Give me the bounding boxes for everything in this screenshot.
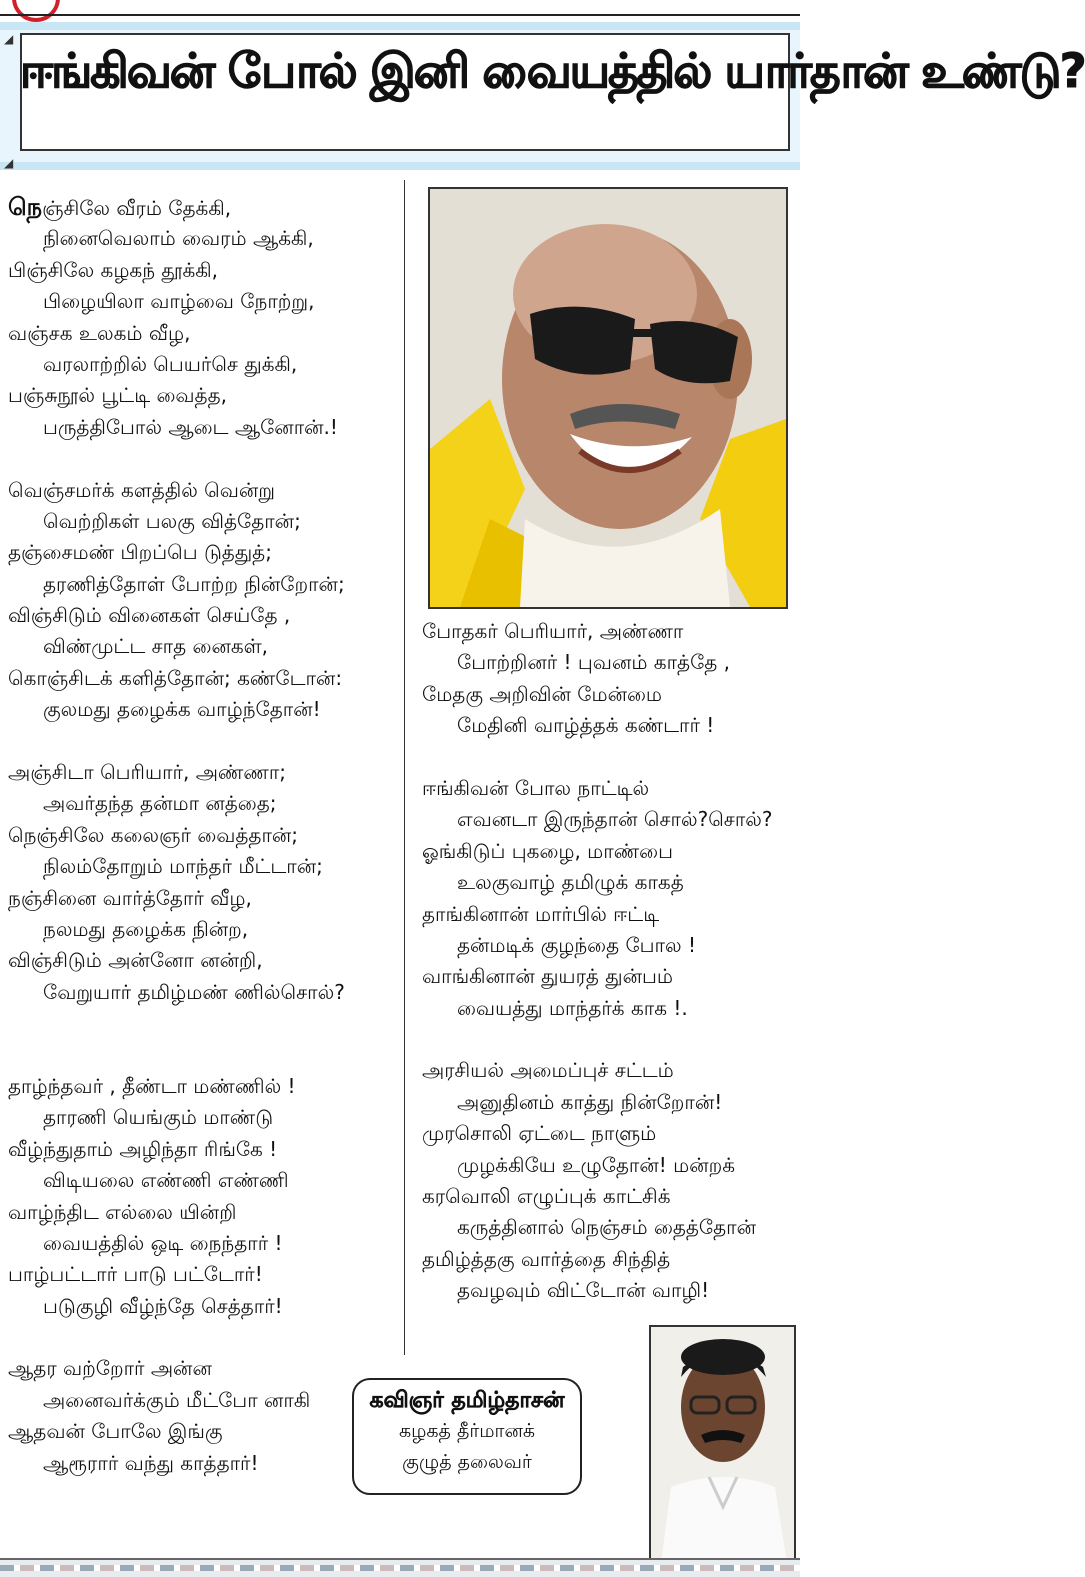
poem-line [8,255,345,286]
poem-line [8,349,345,380]
poem-line [422,647,773,678]
poem-line [8,1416,345,1447]
poem-line-text: வையத்து மாந்தர்க் காக !. [457,995,688,1020]
poem-line-text: பிஞ்சிலே கழகந் தூக்கி, [8,257,219,282]
page-title: ஈங்கிவன் போல் இனி வையத்தில் யார்தான் உண்டு? [20,44,1085,99]
poem-line [422,961,773,992]
poem-line [8,569,345,600]
poem-line [8,286,345,317]
poem-line-text: ஓங்கிடுப் புகழை, மாண்பை [422,838,673,863]
poem-line [8,977,345,1008]
poem-line [8,475,345,506]
poem-line-text: அஞ்சிடா பெரியார், அண்ணா; [8,760,287,785]
poem-line [422,679,773,710]
poem-line [422,993,773,1024]
poem-line [8,223,345,254]
poem-line-text: வையத்தில் ஒடி நைந்தார் ! [43,1230,283,1255]
poem-line-text: தவழவும் விட்டோன் வாழி! [457,1278,710,1303]
poem-line [8,851,345,882]
poem-line-text: வாங்கினான் துயரத் துன்பம் [422,964,674,989]
logo-icon [12,0,60,22]
column-divider [404,180,405,1355]
poem-line [8,318,345,349]
poem-line [8,914,345,945]
poem-line-text: கருத்தினால் நெஞ்சம் தைத்தோன் [457,1215,757,1240]
author-name: கவிஞர் தமிழ்தாசன் [369,1388,565,1413]
poem-line-text: தாங்கினான் மார்பில் ஈட்டி [422,901,660,926]
poem-line [422,773,773,804]
poem-line [8,600,345,631]
leader-photo [428,187,788,609]
poem-line [422,1181,773,1212]
poem-line-text: தமிழ்த்தகு வார்த்தை சிந்தித் [422,1246,671,1271]
drop-cap: நெ [8,193,43,221]
poem-line [8,1291,345,1322]
poem-line-text: மேதினி வாழ்த்தக் கண்டார் ! [457,713,715,738]
stanza-gap [8,443,345,474]
poem-line-text: தாழ்ந்தவர் , தீண்டா மண்ணில் ! [8,1073,296,1098]
poem-line [8,757,345,788]
author-role-line2: குழுத் தலைவர் [402,1451,532,1473]
poem-line-text: தஞ்சைமண் பிறப்பெ டுத்துத்; [8,540,272,565]
poem-line [8,788,345,819]
poem-line-text: பருத்திபோல் ஆடை ஆனோன்.! [43,414,338,439]
poem-line-text: முழக்கியே உழுதோன்! மன்றக் [457,1152,736,1177]
poem-line-text: பிழையிலா வாழ்வை நோற்று, [43,289,315,314]
author-role-line1: கழகத் தீர்மானக் [398,1420,536,1442]
author-portrait-image [651,1327,794,1563]
top-bar [0,0,800,18]
poem-line [8,380,345,411]
author-photo [649,1325,796,1565]
poem-line-text: ஞ்சிலே வீரம் தேக்கி, [42,196,232,220]
poem-line [8,1448,345,1479]
poem-line-text: நினைவெலாம் வைரம் ஆக்கி, [43,226,314,251]
poem-line [8,631,345,662]
poem-line-text: போதகர் பெரியார், அண்ணா [422,619,684,643]
poem-line-text: தரணித்தோள் போற்ற நின்றோன்; [43,571,345,596]
poem-line [422,867,773,898]
poem-line-text: வஞ்சக உலகம் வீழ, [8,320,191,345]
poem-line [8,537,345,568]
poem-line [422,836,773,867]
poem-line [8,1385,345,1416]
poem-line [8,506,345,537]
poem-line [8,1259,345,1290]
poem-line-text: எவனடா இருந்தான் சொல்?சொல்? [457,807,773,832]
poem-line-text: ஆதவன் போலே இங்கு [8,1419,223,1444]
poem-line-text: கரவொலி எழுப்புக் காட்சிக் [422,1184,671,1209]
poem-line-text: ஆரூரார் வந்து காத்தார்! [43,1450,259,1475]
poem-line [8,1165,345,1196]
poem-line [422,1212,773,1243]
poem-line [8,1353,345,1384]
poem-line-text: கொஞ்சிடக் களித்தோன்; கண்டோன்: [8,665,343,690]
poem-line [8,1228,345,1259]
poem-line [422,930,773,961]
poem-line [422,899,773,930]
poem-line-text: வாழ்ந்திட எல்லை யின்றி [8,1199,237,1224]
poem-line-text: நெஞ்சிலே கலைஞர் வைத்தான்; [8,822,299,847]
poem-line [8,192,345,223]
poem-line-text: வரலாற்றில் பெயர்செ துக்கி, [43,351,298,376]
poem-line-text: படுகுழி வீழ்ந்தே செத்தார்! [43,1293,283,1318]
leader-portrait-image [430,189,786,607]
poem-line [8,1197,345,1228]
poem-line [422,1055,773,1086]
poem-line [8,820,345,851]
poem-line [422,710,773,741]
poem-line-text: குலமது தழைக்க வாழ்ந்தோன்! [43,697,321,722]
stanza-gap [8,1040,345,1071]
poem-line-text: தன்மடிக் குழந்தை போல ! [457,932,696,957]
poem-line-text: நஞ்சினை வார்த்தோர் வீழ, [8,885,252,910]
stanza-gap [8,1322,345,1353]
poem-line-text: உலகுவாழ் தமிழுக் காகத் [457,870,684,895]
poem-line-text: பஞ்சுநூல் பூட்டி வைத்த, [8,383,227,408]
left-poem-column [8,192,345,1479]
poem-line [8,694,345,725]
poem-line-text: ஈங்கிவன் போல நாட்டில் [422,775,650,800]
poem-line-text: அனுதினம் காத்து நின்றோன்! [457,1089,723,1114]
poem-line [422,1244,773,1275]
stanza-gap [422,742,773,773]
poem-line [8,412,345,443]
poem-line-text: விடியலை எண்ணி எண்ணி [43,1168,289,1193]
bottom-strip [0,1558,800,1577]
corner-mark-icon: ◢ [4,156,14,170]
right-poem-column [422,616,773,1307]
poem-line-text: நிலம்தோறும் மாந்தர் மீட்டான்; [43,854,323,879]
poem-line-text: வேறுயார் தமிழ்மண் ணில்சொல்? [43,979,345,1004]
stanza-gap [8,726,345,757]
poem-line-text: தாரணி யெங்கும் மாண்டு [43,1105,274,1130]
poem-line [8,945,345,976]
poem-line-text: போற்றினர் ! புவனம் காத்தே , [457,650,731,675]
poem-line [8,883,345,914]
poem-line [422,804,773,835]
poem-line [8,1071,345,1102]
poem-line-text: அரசியல் அமைப்புச் சட்டம் [422,1058,674,1083]
poem-line [422,1275,773,1306]
poem-line-text: ஆதர வற்றோர் அன்ன [8,1356,212,1381]
stanza-gap [8,1008,345,1039]
poem-line [8,663,345,694]
poem-line [422,1118,773,1149]
poem-line-text: பாழ்பட்டார் பாடு பட்டோர்! [8,1262,263,1287]
poem-line-text: விண்முட்ட சாத னைகள், [43,634,269,659]
corner-mark-icon: ◢ [4,32,14,46]
poem-line [422,616,773,647]
stanza-gap [422,1024,773,1055]
poem-line-text: வெற்றிகள் பலகு வித்தோன்; [43,508,301,533]
poem-line-text: விஞ்சிடும் வினைகள் செய்தே , [8,603,291,628]
poem-line [422,1087,773,1118]
poem-line-text: விஞ்சிடும் அன்னோ னன்றி, [8,948,263,973]
poem-line [422,1150,773,1181]
poem-line-text: மேதகு அறிவின் மேன்மை [422,681,662,706]
author-credit [352,1378,582,1495]
poem-line-text: அனைவர்க்கும் மீட்போ னாகி [43,1387,311,1412]
poem-line-text: வீழ்ந்துதாம் அழிந்தா ரிங்கே ! [8,1136,278,1161]
poem-line-text: வெஞ்சமர்க் களத்தில் வென்று [8,477,275,502]
poem-line-text: அவர்தந்த தன்மா னத்தை; [43,791,277,816]
poem-line-text: நலமது தழைக்க நின்ற, [43,916,249,941]
poem-line-text: முரசொலி ஏட்டை நாளும் [422,1121,657,1146]
poem-line [8,1134,345,1165]
top-rule [0,14,800,16]
poem-line [8,1102,345,1133]
